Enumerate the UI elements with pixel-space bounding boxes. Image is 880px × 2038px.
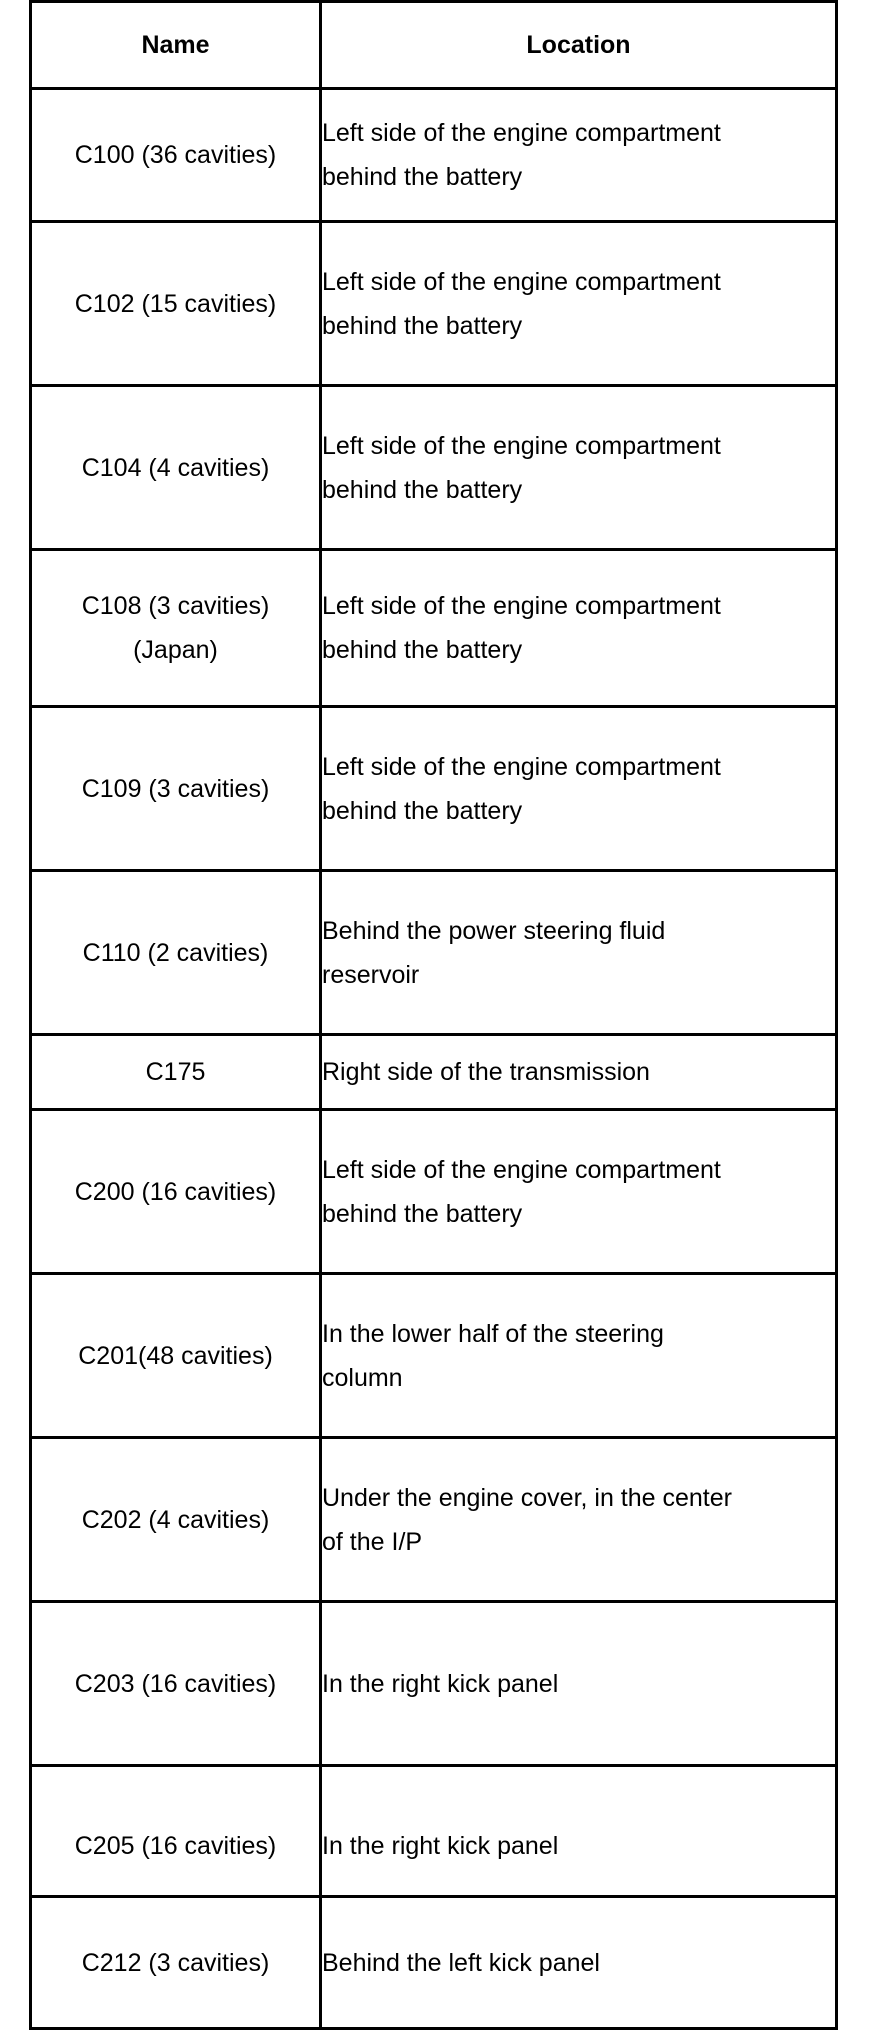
table-row — [31, 386, 837, 550]
table-row — [31, 1438, 837, 1602]
connector-location-cell: Left side of the engine compartment behind the battery — [321, 1110, 837, 1274]
connector-location-cell: Left side of the engine compartment behind the battery — [321, 89, 837, 222]
location-column-header: Location — [321, 2, 837, 89]
connector-location-cell: Left side of the engine compartment behind the battery — [321, 386, 837, 550]
header-row — [31, 2, 837, 89]
connector-name-cell: C202 (4 cavities) — [31, 1438, 321, 1602]
connector-location-cell: Left side of the engine compartment behind the battery — [321, 550, 837, 707]
connector-name-cell: C109 (3 cavities) — [31, 707, 321, 871]
connector-name-cell: C175 — [31, 1035, 321, 1110]
table-row — [31, 1035, 837, 1110]
connector-location-cell: Under the engine cover, in the center of the I/P — [321, 1438, 837, 1602]
connector-name-cell: C200 (16 cavities) — [31, 1110, 321, 1274]
connector-name-cell — [31, 550, 321, 707]
connector-name-cell: C100 (36 cavities) — [31, 89, 321, 222]
connector-name-cell: C203 (16 cavities) — [31, 1602, 321, 1766]
connector-location-cell: Left side of the engine compartment behind the battery — [321, 222, 837, 386]
table-row — [31, 871, 837, 1035]
table-row — [31, 89, 837, 222]
connector-region-note: (Japan) — [133, 636, 218, 664]
connector-name-cell: C212 (3 cavities) — [31, 1897, 321, 2029]
table-row — [31, 707, 837, 871]
connector-location-cell: Behind the left kick panel — [321, 1897, 837, 2029]
connector-name-cell: C201(48 cavities) — [31, 1274, 321, 1438]
table-row — [31, 222, 837, 386]
connector-name-cell: C104 (4 cavities) — [31, 386, 321, 550]
connector-location-table — [29, 0, 838, 2030]
connector-location-cell: Right side of the transmission — [321, 1035, 837, 1110]
connector-location-cell: In the right kick panel — [321, 1602, 837, 1766]
table-row — [31, 1274, 837, 1438]
connector-location-cell: In the lower half of the steering column — [321, 1274, 837, 1438]
connector-name-cell: C102 (15 cavities) — [31, 222, 321, 386]
connector-location-cell: Behind the power steering fluid reservoir — [321, 871, 837, 1035]
table-row — [31, 1766, 837, 1897]
table-row — [31, 550, 837, 707]
connector-location-sheet — [29, 0, 835, 2036]
connector-name-cell: C205 (16 cavities) — [31, 1766, 321, 1897]
table-row — [31, 1110, 837, 1274]
connector-name: C108 (3 cavities) — [81, 592, 270, 620]
name-column-header: Name — [31, 2, 321, 89]
table-row — [31, 1602, 837, 1766]
connector-location-cell: In the right kick panel — [321, 1766, 837, 1897]
table-row — [31, 1897, 837, 2029]
connector-name-cell: C110 (2 cavities) — [31, 871, 321, 1035]
connector-location-cell: Left side of the engine compartment behind the battery — [321, 707, 837, 871]
